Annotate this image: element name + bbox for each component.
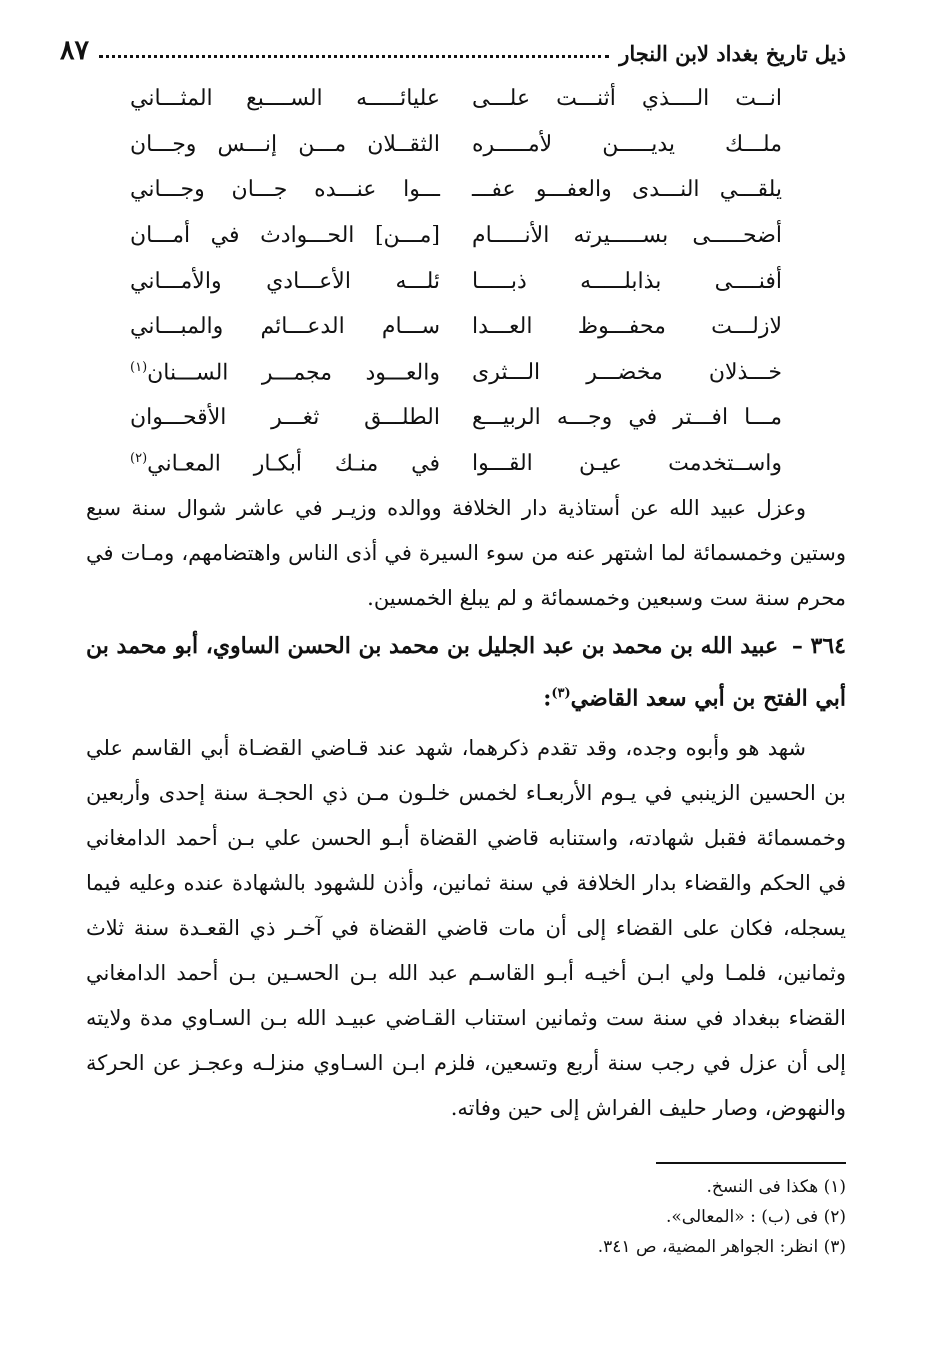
verse-second-hemistich: والعـــود مجمـــر الســـنان$^{(١)}$ — [130, 359, 440, 386]
verse — [130, 304, 782, 350]
entry-number: ٣٦٤ – — [791, 633, 846, 659]
verse-first-hemistich: خـــذلان مخضـــر الـــثرى — [472, 359, 782, 385]
verse-first-hemistich: انــت الــــذي أثنـــت علـــى — [472, 86, 782, 112]
footnote-divider — [656, 1162, 846, 1164]
verse — [130, 167, 782, 213]
verse-first-hemistich: أضحـــــى بســـــيرته الأنـــــام — [472, 223, 782, 249]
entry-colon: : — [543, 685, 552, 712]
verse — [130, 395, 782, 441]
header-dotted-leader — [99, 55, 609, 58]
verse — [130, 213, 782, 259]
footnote: (٢) فى (ب) : «المعالى». — [666, 1207, 846, 1227]
verse-second-hemistich: ـــوا عنـــده جـــان وجـــاني — [130, 177, 440, 203]
verse — [130, 258, 782, 304]
verse-second-hemistich: [مـــن] الحـــوادث في أمـــان — [130, 223, 440, 249]
footnote-marker: (٢) — [130, 450, 148, 466]
footnote: (٣) انظر: الجواهر المضية، ص ٣٤١. — [597, 1237, 846, 1257]
verse — [130, 350, 782, 396]
verse — [130, 441, 782, 487]
page-number: ٨٧ — [60, 35, 90, 66]
running-title: ذيل تاريخ بغداد لابن النجار — [619, 41, 846, 66]
verse-second-hemistich: ســـام الدعـــائم والمبـــاني — [130, 314, 440, 340]
verse-second-hemistich: في منـك أبكـار المعـاني$^{(٢)}$ — [130, 450, 440, 477]
verse-second-hemistich: الطلـــق ثغـــر الأقحـــوان — [130, 405, 440, 431]
verse-second-hemistich: الثقــلان مـــن إنـــس وجـــان — [130, 131, 440, 157]
entry-heading — [86, 622, 846, 722]
entry-title: عبيد الله بن محمد بن عبد الجليل بن محمد بن الحسن الساوي، أبو محمد بن أبي الفتح بن أبي سعد القاضي — [86, 633, 846, 712]
footnotes — [346, 1172, 846, 1262]
verse-first-hemistich: يلقـــي النـــدى والعفـــو عفـــ — [472, 177, 782, 203]
footnote-marker: (٣) — [551, 686, 571, 701]
verse-first-hemistich: واســتخدمت عيـن القـــوا — [472, 451, 782, 477]
verse-first-hemistich: مـــا افـــتر في وجـــه الربيـــع — [472, 405, 782, 431]
running-header — [60, 26, 846, 66]
verse-first-hemistich: لازلـــت محفـــوظ العـــدا — [472, 314, 782, 340]
verse-first-hemistich: ملـــك يديـــــن لأمـــــره — [472, 131, 782, 157]
paragraph-text: وعزل عبيد الله عن أستاذية دار الخلافة ووالده وزيـر في عاشر شوال سنة سبع وستين وخمسمائة لما اشتهر عنه من سوء السيرة في أذى الناس واهتضامهم، ومـات في محرم سنة ست وسبعين وخمسمائة و لم يبلغ الخمسين. — [86, 496, 846, 610]
verse-second-hemistich: عليائـــــه الســــبع المثـــاني — [130, 86, 440, 112]
poem — [130, 76, 782, 486]
verse — [130, 122, 782, 168]
verse — [130, 76, 782, 122]
footnote: (١) هكذا فى النسخ. — [706, 1177, 846, 1197]
verse-second-hemistich: ئلـــه الأعـــادي والأمـــاني — [130, 268, 440, 294]
paragraph-text: شهد هو وأبوه وجده، وقد تقدم ذكرهما، شهد عند قـاضي القضـاة أبي القاسم علي بن الحسين الزينبي في يـوم الأربعـاء لخمس خلـون مـن ذي الحجـة سنة إحدى وأربعين وخمسمائة فقبل شهادته، واستنابه قاضي القضاة أبـو الحسن علي بـن أحمد الدامغاني في الحكم والقضاء بدار الخلافة في سنة ثمانين، وأذن للشهود بالشهادة عنده وعليه فيما يسجله، فكان على القضاء إلى أن مات قاضي القضاة في آخـر ذي القعـدة سنة ثلاث وثمانين، فلمـا ولي ابـن أخيـه أبـو القاسـم عبد الله بـن الحسـين بـن أحمد الدامغاني القضاء ببغداد في سنة ست وثمانين استناب القـاضي عبيـد الله بـن السـاوي مدة ولايته إلى أن عزل في رجب سنة أربع وتسعين، فلزم ابـن السـاوي منزلـه وعجـز عن الحركة والنهوض، وصار حليف الفراش إلى حين وفاته. — [86, 736, 846, 1120]
verse-first-hemistich: أفنــــى بذابلـــــه ذبـــــا — [472, 268, 782, 294]
footnote-marker: (١) — [130, 359, 148, 375]
paragraph-biography — [86, 726, 846, 1131]
paragraph-dismissal — [86, 486, 846, 621]
